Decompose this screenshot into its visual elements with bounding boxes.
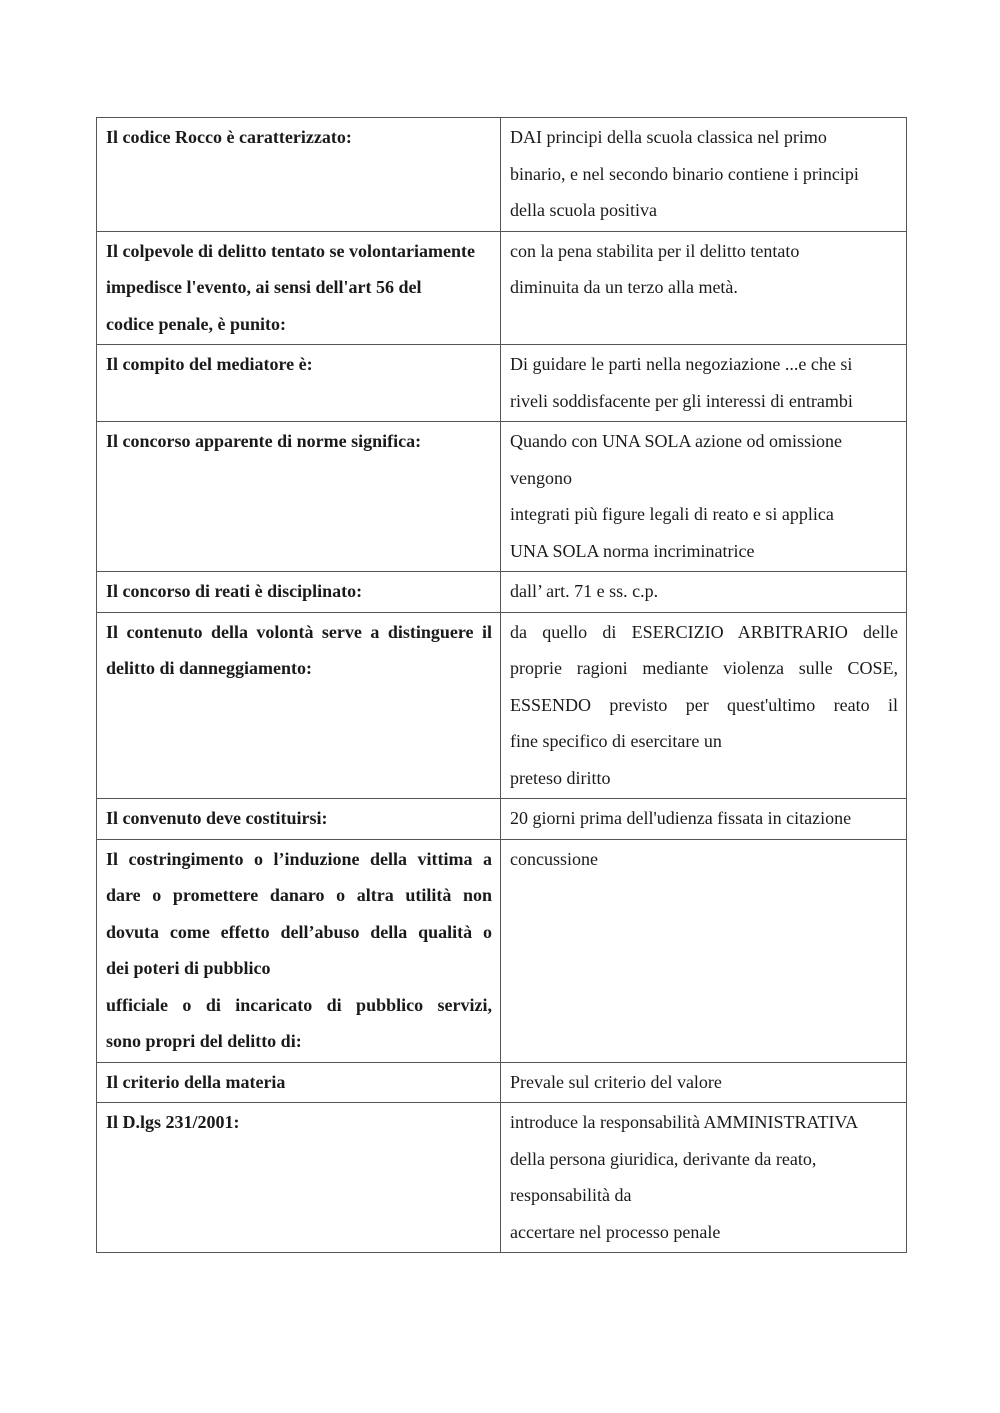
answer-text-line: concussione [510, 848, 598, 869]
question-cell [97, 572, 501, 613]
question-text-line: Il criterio della materia [106, 1071, 286, 1092]
question-cell [97, 1062, 501, 1103]
answer-text-line: Di guidare le parti nella negoziazione ...e che si [510, 354, 853, 374]
question-text-line: Il contenuto della volontà serve a distinguere il [106, 621, 492, 642]
answer-text-line: Quando con UNA SOLA azione od omissione [510, 431, 842, 451]
answer-text-line: integrati più figure legali di reato e si applica [510, 504, 834, 524]
question-text-line: Il concorso apparente di norme significa: [106, 431, 422, 451]
answer-text-line: introduce la responsabilità AMMINISTRATIVA [510, 1112, 859, 1132]
answer-text-line: dall’ art. 71 e ss. c.p. [510, 581, 659, 601]
qa-table [96, 117, 907, 1253]
question-text-line: Il compito del mediatore è: [106, 354, 313, 374]
table-row [97, 572, 907, 613]
answer-cell [501, 422, 907, 572]
table-row [97, 422, 907, 572]
answer-text-line: fine specifico di esercitare un [510, 731, 722, 751]
qa-table-body [97, 118, 907, 1253]
table-row [97, 345, 907, 422]
table-row [97, 839, 907, 1062]
answer-text-line: accertare nel processo penale [510, 1221, 721, 1242]
answer-cell [501, 231, 907, 345]
question-text-line: impedisce l'evento, ai sensi dell'art 56 del [106, 277, 422, 297]
question-text-line: dei poteri di pubblico [106, 958, 271, 978]
answer-text-line: diminuita da un terzo alla metà. [510, 277, 738, 297]
question-text-line: Il costringimento o l’induzione della vittima a [106, 848, 492, 869]
answer-text-line: con la pena stabilita per il delitto tentato [510, 240, 800, 261]
answer-text-line: della persona giuridica, derivante da reato, [510, 1148, 817, 1169]
question-text-line: dovuta come effetto dell’abuso della qualità o [106, 921, 492, 942]
answer-text-line: 20 giorni prima dell'udienza fissata in citazione [510, 808, 852, 828]
question-cell [97, 612, 501, 799]
question-text-line: Il codice Rocco è caratterizzato: [106, 127, 352, 147]
question-cell [97, 118, 501, 232]
answer-cell [501, 118, 907, 232]
answer-cell [501, 612, 907, 799]
question-text-line: codice penale, è punito: [106, 313, 286, 334]
question-cell [97, 799, 501, 840]
answer-text-line: della scuola positiva [510, 200, 657, 220]
question-cell [97, 1103, 501, 1253]
question-text-line: delitto di danneggiamento: [106, 658, 313, 678]
answer-text-line: ESSENDO previsto per quest'ultimo reato il [510, 694, 898, 715]
table-row [97, 612, 907, 799]
question-cell [97, 839, 501, 1062]
question-text-line: dare o promettere danaro o altra utilità non [106, 885, 492, 905]
question-cell [97, 345, 501, 422]
answer-text-line: responsabilità da [510, 1185, 632, 1205]
answer-text-line: preteso diritto [510, 767, 611, 788]
answer-text-line: UNA SOLA norma incriminatrice [510, 540, 755, 561]
answer-text-line: binario, e nel secondo binario contiene i principi [510, 163, 859, 184]
answer-cell [501, 572, 907, 613]
question-text-line: Il convenuto deve costituirsi: [106, 808, 328, 828]
answer-text-line: vengono [510, 467, 572, 488]
question-text-line: sono propri del delitto di: [106, 1031, 302, 1051]
question-text-line: ufficiale o di incaricato di pubblico servizi, [106, 994, 492, 1015]
table-row [97, 1103, 907, 1253]
question-text-line: Il colpevole di delitto tentato se volontariamente [106, 240, 475, 261]
answer-cell [501, 1062, 907, 1103]
answer-cell [501, 1103, 907, 1253]
table-row [97, 799, 907, 840]
answer-text-line: riveli soddisfacente per gli interessi di entrambi [510, 390, 853, 411]
answer-cell [501, 799, 907, 840]
answer-text-line: proprie ragioni mediante violenza sulle COSE, [510, 658, 898, 678]
answer-text-line: Prevale sul criterio del valore [510, 1071, 722, 1092]
table-row [97, 118, 907, 232]
table-row [97, 231, 907, 345]
answer-text-line: DAI principi della scuola classica nel primo [510, 127, 827, 147]
answer-cell [501, 839, 907, 1062]
answer-text-line: da quello di ESERCIZIO ARBITRARIO delle [510, 621, 898, 642]
question-cell [97, 231, 501, 345]
question-text-line: Il D.lgs 231/2001: [106, 1112, 240, 1132]
question-text-line: Il concorso di reati è disciplinato: [106, 581, 363, 601]
table-row [97, 1062, 907, 1103]
question-cell [97, 422, 501, 572]
answer-cell [501, 345, 907, 422]
